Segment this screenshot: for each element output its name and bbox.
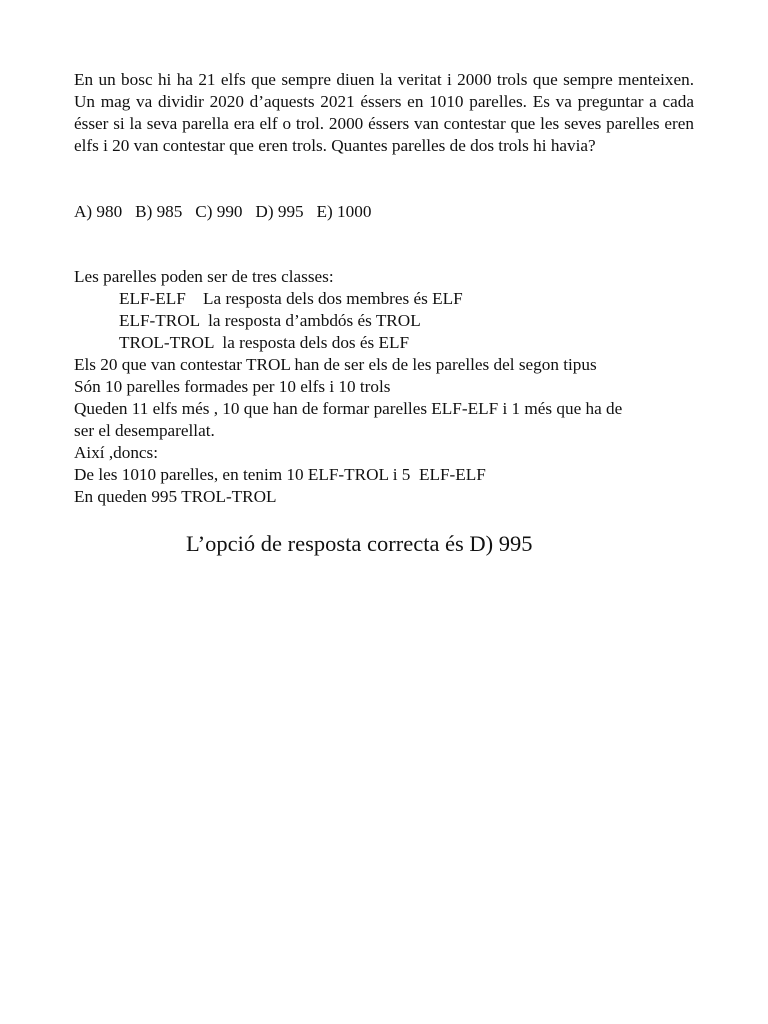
pair-type-trol-trol: TROL-TROL la resposta dels dos és ELF xyxy=(119,333,410,352)
answer-options: A) 980 B) 985 C) 990 D) 995 E) 1000 xyxy=(74,202,372,221)
solution-step-2: Són 10 parelles formades per 10 elfs i 10 trols xyxy=(74,377,391,396)
solution-step-3-cont: ser el desemparellat. xyxy=(74,421,215,440)
problem-statement: En un bosc hi ha 21 elfs que sempre diuen la veritat i 2000 trols que sempre menteixen. Un mag va dividir 2020 d’aquests 2021 éssers en 1010 parelles. Es va preguntar a cada ésser si la seva parella era elf o trol. 2000 éssers van contestar que les seves parelles eren elfs i 20 van contestar que eren trols. Quantes parelles de dos trols hi havia? xyxy=(74,70,694,155)
pair-type-elf-trol: ELF-TROL la resposta d’ambdós és TROL xyxy=(119,311,421,330)
solution-step-6: En queden 995 TROL-TROL xyxy=(74,487,277,506)
final-answer: L’opció de resposta correcta és D) 995 xyxy=(186,531,533,556)
solution-step-5: De les 1010 parelles, en tenim 10 ELF-TROL i 5 ELF-ELF xyxy=(74,465,486,484)
solution-step-3: Queden 11 elfs més , 10 que han de formar parelles ELF-ELF i 1 més que ha de xyxy=(74,399,623,418)
solution-step-1: Els 20 que van contestar TROL han de ser els de les parelles del segon tipus xyxy=(74,355,597,374)
pair-type-elf-elf: ELF-ELF La resposta dels dos membres és ELF xyxy=(119,289,463,308)
solution-block xyxy=(74,266,714,508)
solution-step-4: Així ,doncs: xyxy=(74,443,159,462)
solution-intro: Les parelles poden ser de tres classes: xyxy=(74,267,334,286)
